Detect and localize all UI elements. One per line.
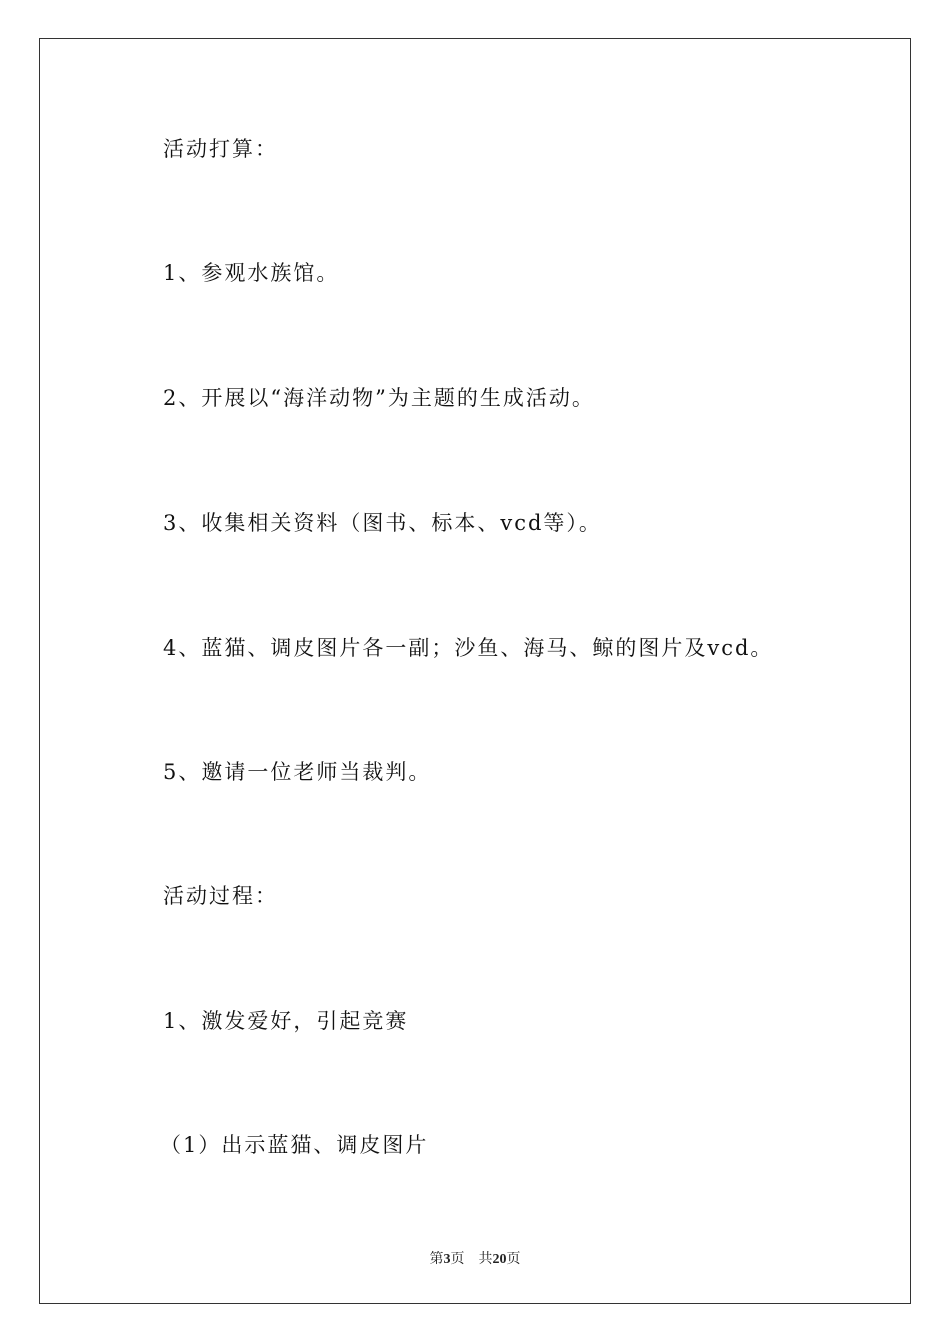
page-border bbox=[39, 38, 911, 1304]
plan-item-2: 2、开展以“海洋动物”为主题的生成活动。 bbox=[163, 386, 595, 410]
plan-item-4: 4、蓝猫、调皮图片各一副；沙鱼、海马、鲸的图片及vcd。 bbox=[163, 636, 774, 660]
process-subitem-1: （1）出示蓝猫、调皮图片 bbox=[160, 1133, 429, 1157]
footer-page-prefix: 第 bbox=[429, 1252, 444, 1267]
plan-item-5: 5、邀请一位老师当裁判。 bbox=[163, 760, 432, 784]
plan-item-3: 3、收集相关资料（图书、标本、vcd等）。 bbox=[163, 511, 602, 535]
footer-total-pages: 20 bbox=[492, 1252, 507, 1267]
section-heading-process: 活动过程： bbox=[163, 884, 278, 908]
footer-page-number: 3 bbox=[443, 1252, 451, 1267]
footer-page-suffix: 页 bbox=[450, 1252, 465, 1267]
footer-total-suffix: 页 bbox=[506, 1252, 521, 1267]
page-footer bbox=[0, 1248, 950, 1268]
footer-total-prefix: 共 bbox=[478, 1252, 493, 1267]
process-item-1: 1、激发爱好，引起竞赛 bbox=[163, 1009, 409, 1033]
section-heading-plan: 活动打算： bbox=[163, 137, 278, 161]
plan-item-1: 1、参观水族馆。 bbox=[163, 261, 340, 285]
